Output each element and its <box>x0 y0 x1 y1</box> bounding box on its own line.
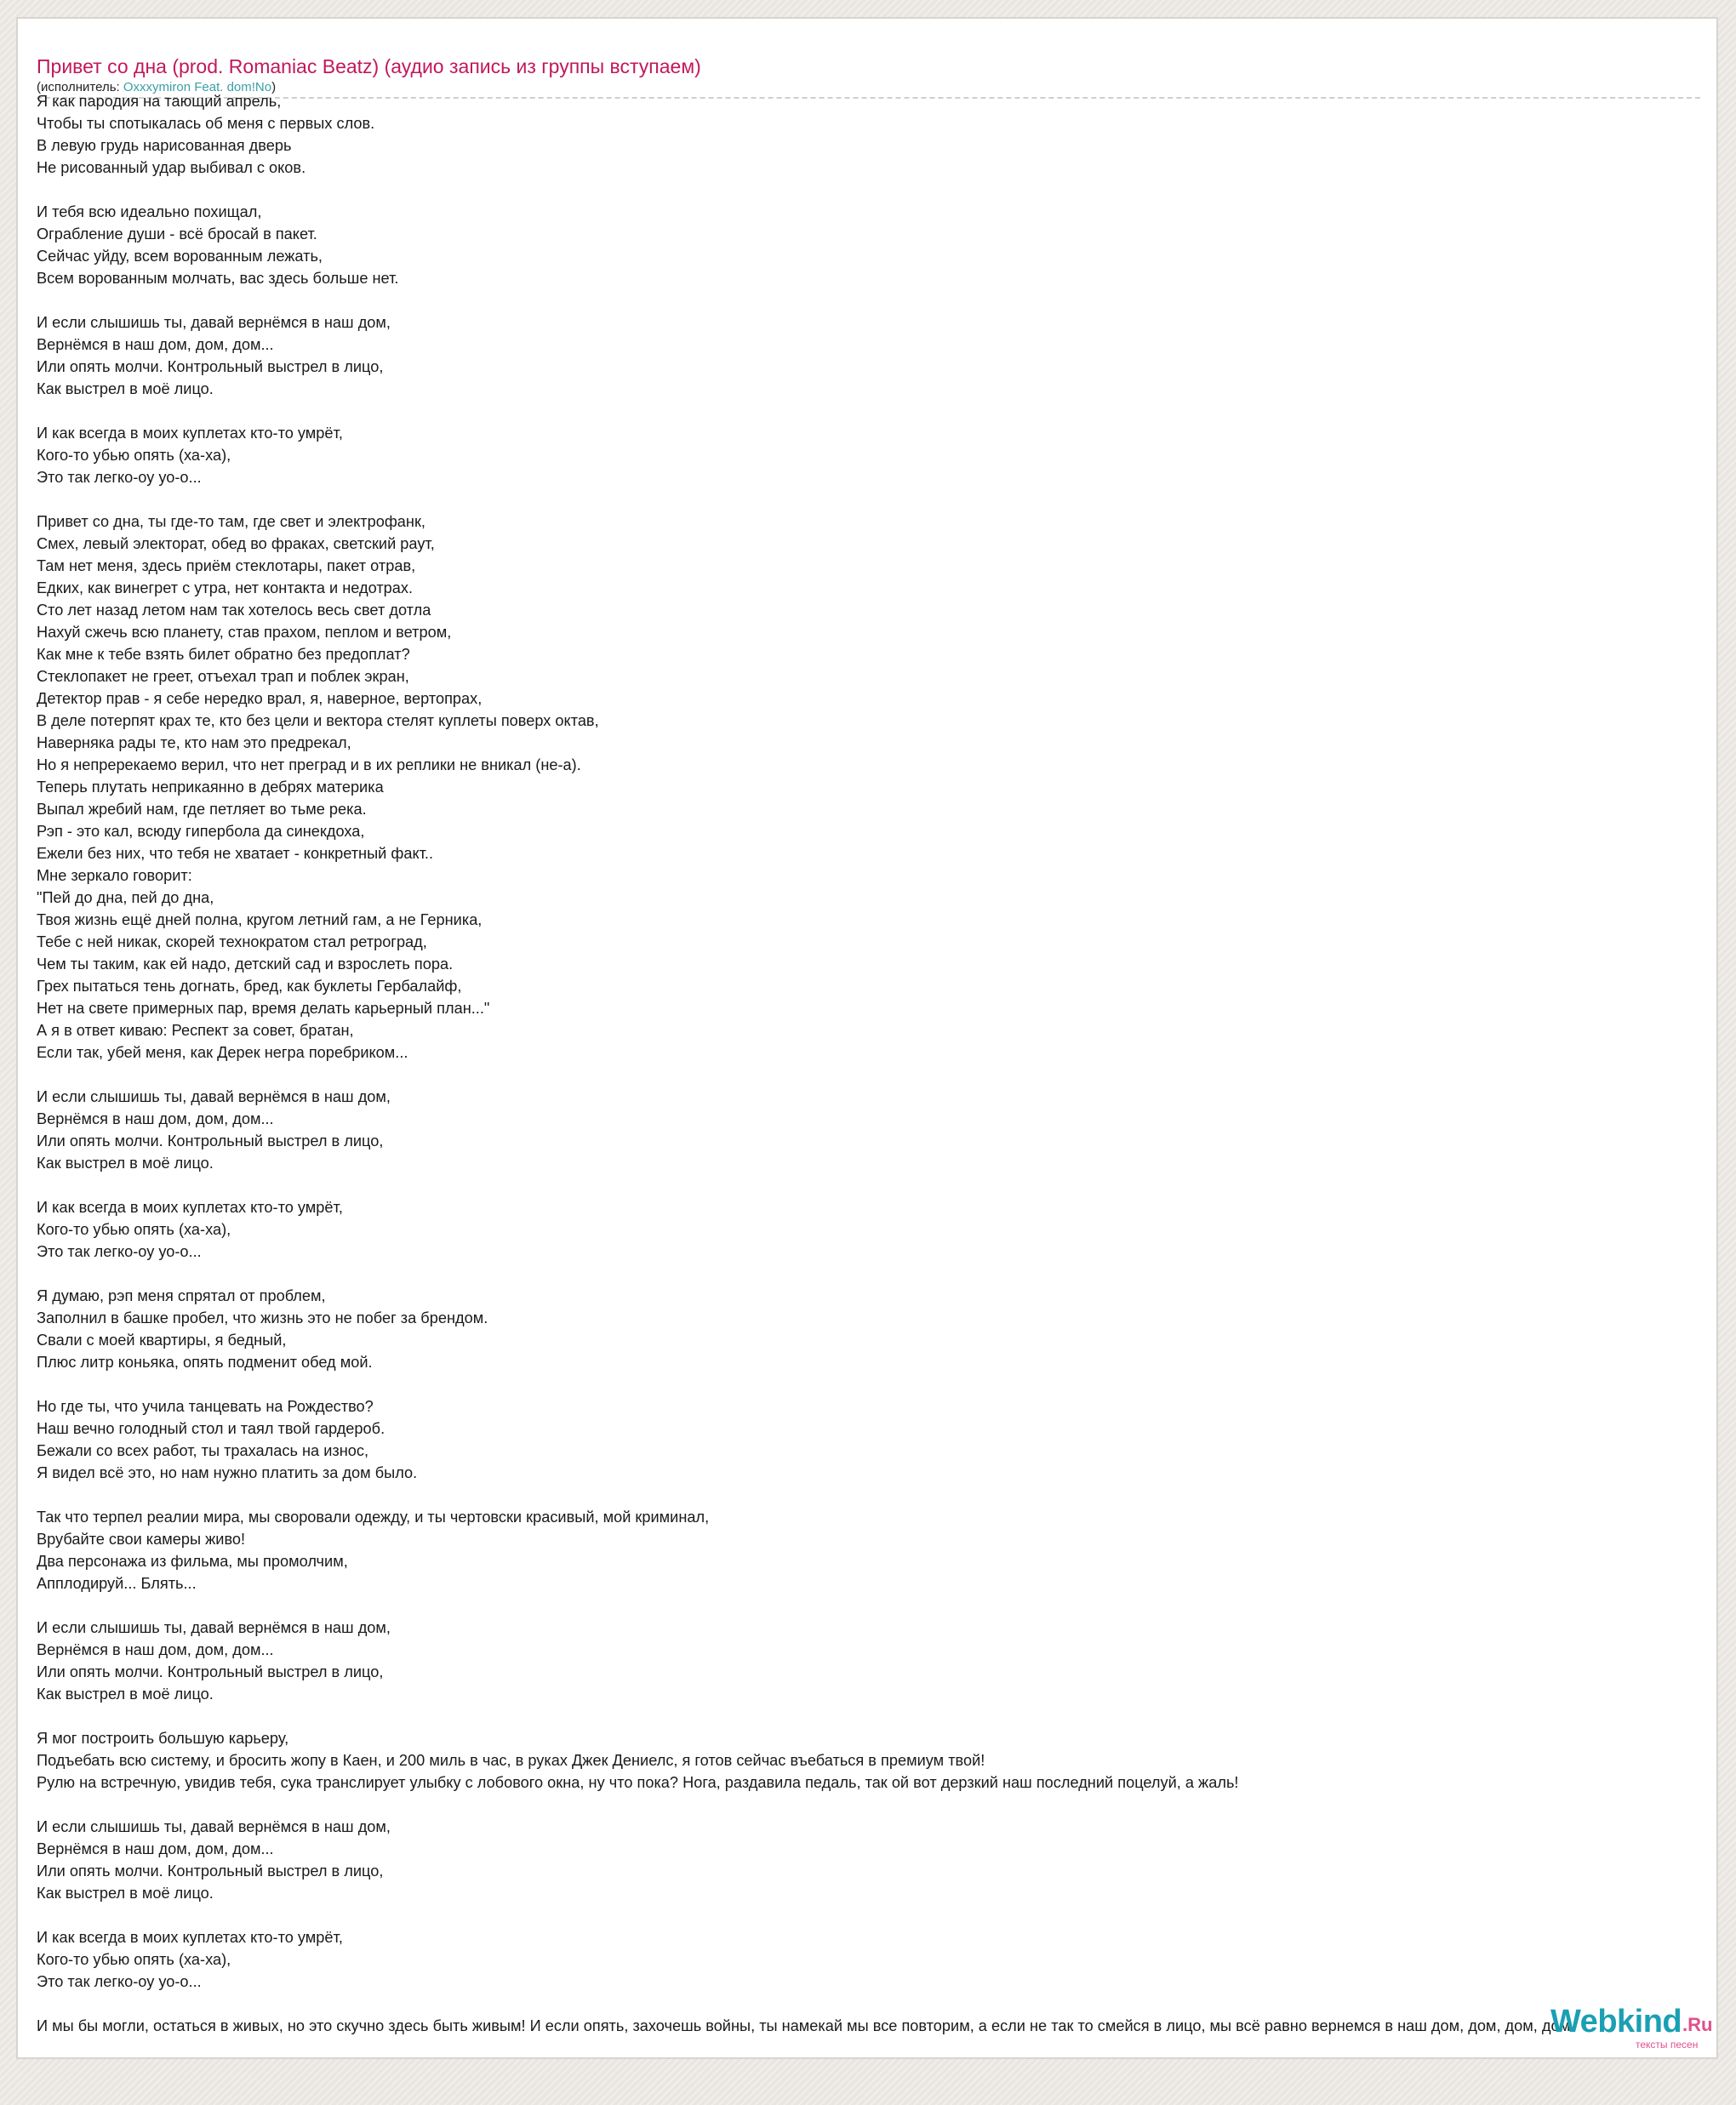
lyrics-line: Как выстрел в моё лицо. <box>37 1686 214 1703</box>
lyrics-line: Чтобы ты спотыкалась об меня с первых слов. <box>37 115 375 132</box>
lyrics-line: И тебя всю идеально похищал, <box>37 203 262 220</box>
logo-tagline: тексты песен <box>1636 2039 1699 2051</box>
lyrics-line: Ежели без них, что тебя не хватает - конкретный факт.. <box>37 845 434 862</box>
lyrics-line: Я видел всё это, но нам нужно платить за дом было. <box>37 1464 418 1481</box>
lyrics-blank-line <box>37 1484 1717 1506</box>
lyrics-line: Сто лет назад летом нам так хотелось весь свет дотла <box>37 602 431 619</box>
lyrics-blank-line <box>37 488 1717 511</box>
lyrics-line: Наверняка рады те, кто нам это предрекал, <box>37 734 351 751</box>
lyrics-line: Вернёмся в наш дом, дом, дом... <box>37 336 274 353</box>
lyrics-line: Стеклопакет не греет, отъехал трап и поблек экран, <box>37 668 409 685</box>
lyrics-line: Я мог построить большую карьеру, <box>37 1730 289 1747</box>
lyrics-line: Если так, убей меня, как Дерек негра поребриком... <box>37 1044 408 1061</box>
lyrics-line: Смех, левый электорат, обед во фраках, светский раут, <box>37 535 435 552</box>
lyrics-blank-line <box>37 1993 1717 2015</box>
lyrics-line: Кого-то убью опять (ха-ха), <box>37 1951 231 1968</box>
lyrics-line: И как всегда в моих куплетах кто-то умрёт, <box>37 425 343 442</box>
lyrics-line: Это так легко-оу уо-о... <box>37 1973 202 1990</box>
lyrics-line: Ограбление души - всё бросай в пакет. <box>37 225 317 242</box>
lyrics-blank-line <box>37 1705 1717 1727</box>
lyrics-line: Но где ты, что учила танцевать на Рождество? <box>37 1398 374 1415</box>
lyrics-line: Кого-то убью опять (ха-ха), <box>37 447 231 464</box>
lyrics-line: Но я непререкаемо верил, что нет преград и в их реплики не вникал (не-а). <box>37 756 581 773</box>
lyrics-line: Детектор прав - я себе нередко врал, я, наверное, вертопрах, <box>37 690 483 707</box>
lyrics-line: Грех пытаться тень догнать, бред, как буклеты Гербалайф, <box>37 978 462 995</box>
lyrics-line: Заполнил в башке пробел, что жизнь это не побег за брендом. <box>37 1309 488 1326</box>
lyrics-line: Не рисованный удар выбивал с оков. <box>37 159 306 176</box>
lyrics-line: Или опять молчи. Контрольный выстрел в лицо, <box>37 358 384 375</box>
lyrics-blank-line <box>37 1794 1717 1816</box>
lyrics-line: "Пей до дна, пей до дна, <box>37 889 214 906</box>
lyrics-line: Вернёмся в наш дом, дом, дом... <box>37 1641 274 1658</box>
lyrics-blank-line <box>37 179 1717 201</box>
lyrics-line: Твоя жизнь ещё дней полна, кругом летний гам, а не Герника, <box>37 911 483 928</box>
lyrics-line: И как всегда в моих куплетах кто-то умрёт, <box>37 1199 343 1216</box>
lyrics-line: И если слышишь ты, давай вернёмся в наш дом, <box>37 1619 391 1636</box>
lyrics-line: Плюс литр коньяка, опять подменит обед мой. <box>37 1354 373 1371</box>
lyrics-line: Там нет меня, здесь приём стеклотары, пакет отрав, <box>37 557 416 574</box>
lyrics-line: Как выстрел в моё лицо. <box>37 380 214 397</box>
lyrics-blank-line <box>37 289 1717 311</box>
lyrics-line: Врубайте свои камеры живо! <box>37 1531 246 1548</box>
artist-suffix: ) <box>271 80 277 94</box>
lyrics-line: Нет на свете примерных пар, время делать карьерный план..." <box>37 1000 490 1017</box>
site-logo[interactable] <box>1550 2003 1729 2054</box>
lyrics-line: Я как пародия на тающий апрель, <box>37 93 282 110</box>
lyrics-line: Как выстрел в моё лицо. <box>37 1155 214 1172</box>
lyrics-line: В деле потерпят крах те, кто без цели и вектора стелят куплеты поверх октав, <box>37 712 599 729</box>
lyrics-line: Нахуй сжечь всю планету, став прахом, пеплом и ветром, <box>37 624 452 641</box>
lyrics-line: Это так легко-оу уо-о... <box>37 1243 202 1260</box>
lyrics-card <box>16 17 1718 2059</box>
lyrics-line: Как мне к тебе взять билет обратно без предоплат? <box>37 646 410 663</box>
lyrics-line: Как выстрел в моё лицо. <box>37 1885 214 1902</box>
lyrics-line: Я думаю, рэп меня спрятал от проблем, <box>37 1287 326 1304</box>
logo-tld: .Ru <box>1682 2014 1713 2035</box>
lyrics-line: И как всегда в моих куплетах кто-то умрёт, <box>37 1929 343 1946</box>
lyrics-line: Чем ты таким, как ей надо, детский сад и взрослеть пора. <box>37 956 454 973</box>
lyrics-blank-line <box>37 1373 1717 1395</box>
lyrics-line: Апплодируй... Блять... <box>37 1575 197 1592</box>
lyrics-line: Наш вечно голодный стол и таял твой гардероб. <box>37 1420 385 1437</box>
lyrics-blank-line <box>37 400 1717 422</box>
lyrics-line: Рэп - это кал, всюду гипербола да синекдоха, <box>37 823 365 840</box>
lyrics-line: И если слышишь ты, давай вернёмся в наш дом, <box>37 1818 391 1835</box>
lyrics-blank-line <box>37 1904 1717 1926</box>
lyrics-line: Выпал жребий нам, где петляет во тьме река. <box>37 801 367 818</box>
lyrics-line: Сейчас уйду, всем ворованным лежать, <box>37 248 323 265</box>
lyrics-line: Привет со дна, ты где-то там, где свет и электрофанк, <box>37 513 425 530</box>
artist-prefix: (исполнитель: <box>37 80 123 94</box>
lyrics-blank-line <box>37 1174 1717 1196</box>
lyrics-line: Едких, как винегрет с утра, нет контакта и недотрах. <box>37 579 414 596</box>
lyrics-line: И мы бы могли, остаться в живых, но это скучно здесь быть живым! И если опять, захочешь войны, ты намекай мы все повторим, а если не так то смейся в лицо, мы всё равно вернемся в наш дом, дом, дом, дом. <box>37 2017 1575 2034</box>
song-header <box>37 36 1700 99</box>
lyrics-line: Это так легко-оу уо-о... <box>37 469 202 486</box>
lyrics-line: Тебе с ней никак, скорей технократом стал ретроград, <box>37 933 427 950</box>
lyrics-line: Вернёмся в наш дом, дом, дом... <box>37 1110 274 1127</box>
lyrics-line: Теперь плутать неприкаянно в дебрях материка <box>37 779 384 796</box>
lyrics-line: Вернёмся в наш дом, дом, дом... <box>37 1840 274 1857</box>
lyrics-blank-line <box>37 1594 1717 1617</box>
lyrics-line: Так что терпел реалии мира, мы своровали одежду, и ты чертовски красивый, мой криминал, <box>37 1509 710 1526</box>
lyrics-line: Мне зеркало говорит: <box>37 867 192 884</box>
lyrics-text <box>37 90 1717 2037</box>
lyrics-line: Или опять молчи. Контрольный выстрел в лицо, <box>37 1132 384 1149</box>
lyrics-blank-line <box>37 1064 1717 1086</box>
lyrics-line: А я в ответ киваю: Респект за совет, братан, <box>37 1022 354 1039</box>
lyrics-line: Бежали со всех работ, ты трахалась на износ, <box>37 1442 368 1459</box>
lyrics-line: И если слышишь ты, давай вернёмся в наш дом, <box>37 314 391 331</box>
artist-link[interactable]: Oxxxymiron Feat. dom!No <box>123 80 272 94</box>
lyrics-line: Или опять молчи. Контрольный выстрел в лицо, <box>37 1863 384 1880</box>
lyrics-blank-line <box>37 1263 1717 1285</box>
logo-wordmark: Webkind <box>1550 2004 1682 2039</box>
lyrics-line: Два персонажа из фильма, мы промолчим, <box>37 1553 348 1570</box>
lyrics-line: Или опять молчи. Контрольный выстрел в лицо, <box>37 1663 384 1680</box>
lyrics-line: Свали с моей квартиры, я бедный, <box>37 1332 287 1349</box>
lyrics-line: Подъебать всю систему, и бросить жопу в Каен, и 200 миль в час, в руках Джек Дениелс, я готов сейчас въебаться в премиум твой! <box>37 1752 985 1769</box>
lyrics-line: Рулю на встречную, увидив тебя, сука транслирует улыбку с лобового окна, ну что пока? Нога, раздавила педаль, так ой вот дерзкий наш последний поцелуй, а жаль! <box>37 1774 1239 1791</box>
lyrics-line: Кого-то убью опять (ха-ха), <box>37 1221 231 1238</box>
lyrics-line: В левую грудь нарисованная дверь <box>37 137 292 154</box>
song-title: Привет со дна (prod. Romaniac Beatz) (аудио запись из группы вступаем) <box>37 55 701 77</box>
lyrics-line: И если слышишь ты, давай вернёмся в наш дом, <box>37 1088 391 1105</box>
lyrics-line: Всем ворованным молчать, вас здесь больше нет. <box>37 270 399 287</box>
